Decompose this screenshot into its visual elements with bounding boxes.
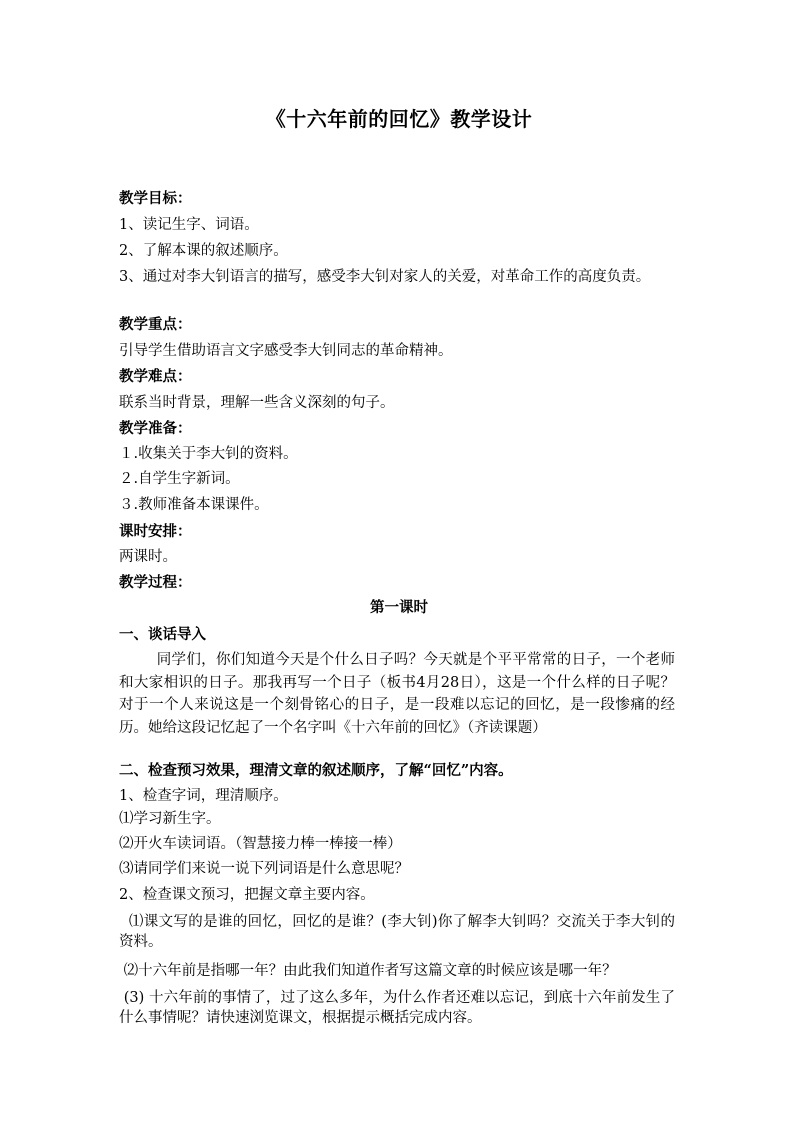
question-1: ⑴课文写的是谁的回忆，回忆的是谁？(李大钊)你了解李大钊吗？交流关于李大钊的资料。 xyxy=(119,914,676,950)
schedule-heading: 课时安排： xyxy=(119,523,192,540)
document-title: 《十六年前的回忆》教学设计 xyxy=(265,107,533,131)
objective-item-3: 3、通过对李大钊语言的描写，感受李大钊对家人的关爱，对革命工作的高度负责。 xyxy=(119,269,651,285)
section1-heading: 一、谈话导入 xyxy=(119,626,206,643)
key-points-text: 引导学生借助语言文字感受李大钊同志的革命精神。 xyxy=(119,343,453,359)
difficulties-text: 联系当时背景，理解一些含义深刻的句子。 xyxy=(119,395,395,411)
preparation-item-3: ３.教师准备本课课件。 xyxy=(119,497,269,513)
preparation-heading: 教学准备： xyxy=(119,420,192,437)
objective-item-2: 2、了解本课的叙述顺序。 xyxy=(119,243,288,259)
preparation-item-1: １.收集关于李大钊的资料。 xyxy=(119,446,298,462)
lesson-title: 第一课时 xyxy=(370,599,428,616)
key-points-heading: 教学重点： xyxy=(119,316,192,333)
question-2: ⑵十六年前是指哪一年？由此我们知道作者写这篇文章的时候应该是哪一年？ xyxy=(119,963,617,979)
section2-step1: 1、检查字词，理清顺序。 xyxy=(119,788,288,804)
process-heading: 教学过程： xyxy=(119,574,192,591)
schedule-text: 两课时。 xyxy=(119,549,177,565)
objective-item-1: 1、读记生字、词语。 xyxy=(119,217,259,233)
preparation-item-2: ２.自学生字新词。 xyxy=(119,471,240,487)
step1-item-3: ⑶请同学们来说一说下列词语是什么意思呢？ xyxy=(119,861,409,877)
difficulties-heading: 教学难点： xyxy=(119,368,192,385)
step1-item-1: ⑴学习新生字。 xyxy=(119,811,221,827)
step1-item-2: ⑵开火车读词语。（智慧接力棒一棒接一棒） xyxy=(119,836,402,852)
section2-step2: 2、检查课文预习，把握文章主要内容。 xyxy=(119,887,375,903)
objectives-heading: 教学目标： xyxy=(119,190,192,207)
section1-paragraph: 同学们，你们知道今天是个什么日子吗？今天就是个平平常常的日子，一个老师和大家相识的日子。那我再写一个日子（板书4月28日），这是一个什么样的日子呢？对于一个人来说这是一个刻骨铭心的日子，是一段难以忘记的回忆，是一段惨痛的经历。她给这段记忆起了一个名字叫《十六年前的回忆》（齐读课题） xyxy=(119,652,675,736)
section2-heading: 二、检查预习效果，理清文章的叙述顺序，了解“回忆”内容。 xyxy=(119,762,513,779)
question-3: (3) 十六年前的事情了，过了这么多年，为什么作者还难以忘记，到底十六年前发生了什么事情呢？请快速浏览课文，根据提示概括完成内容。 xyxy=(119,990,675,1026)
